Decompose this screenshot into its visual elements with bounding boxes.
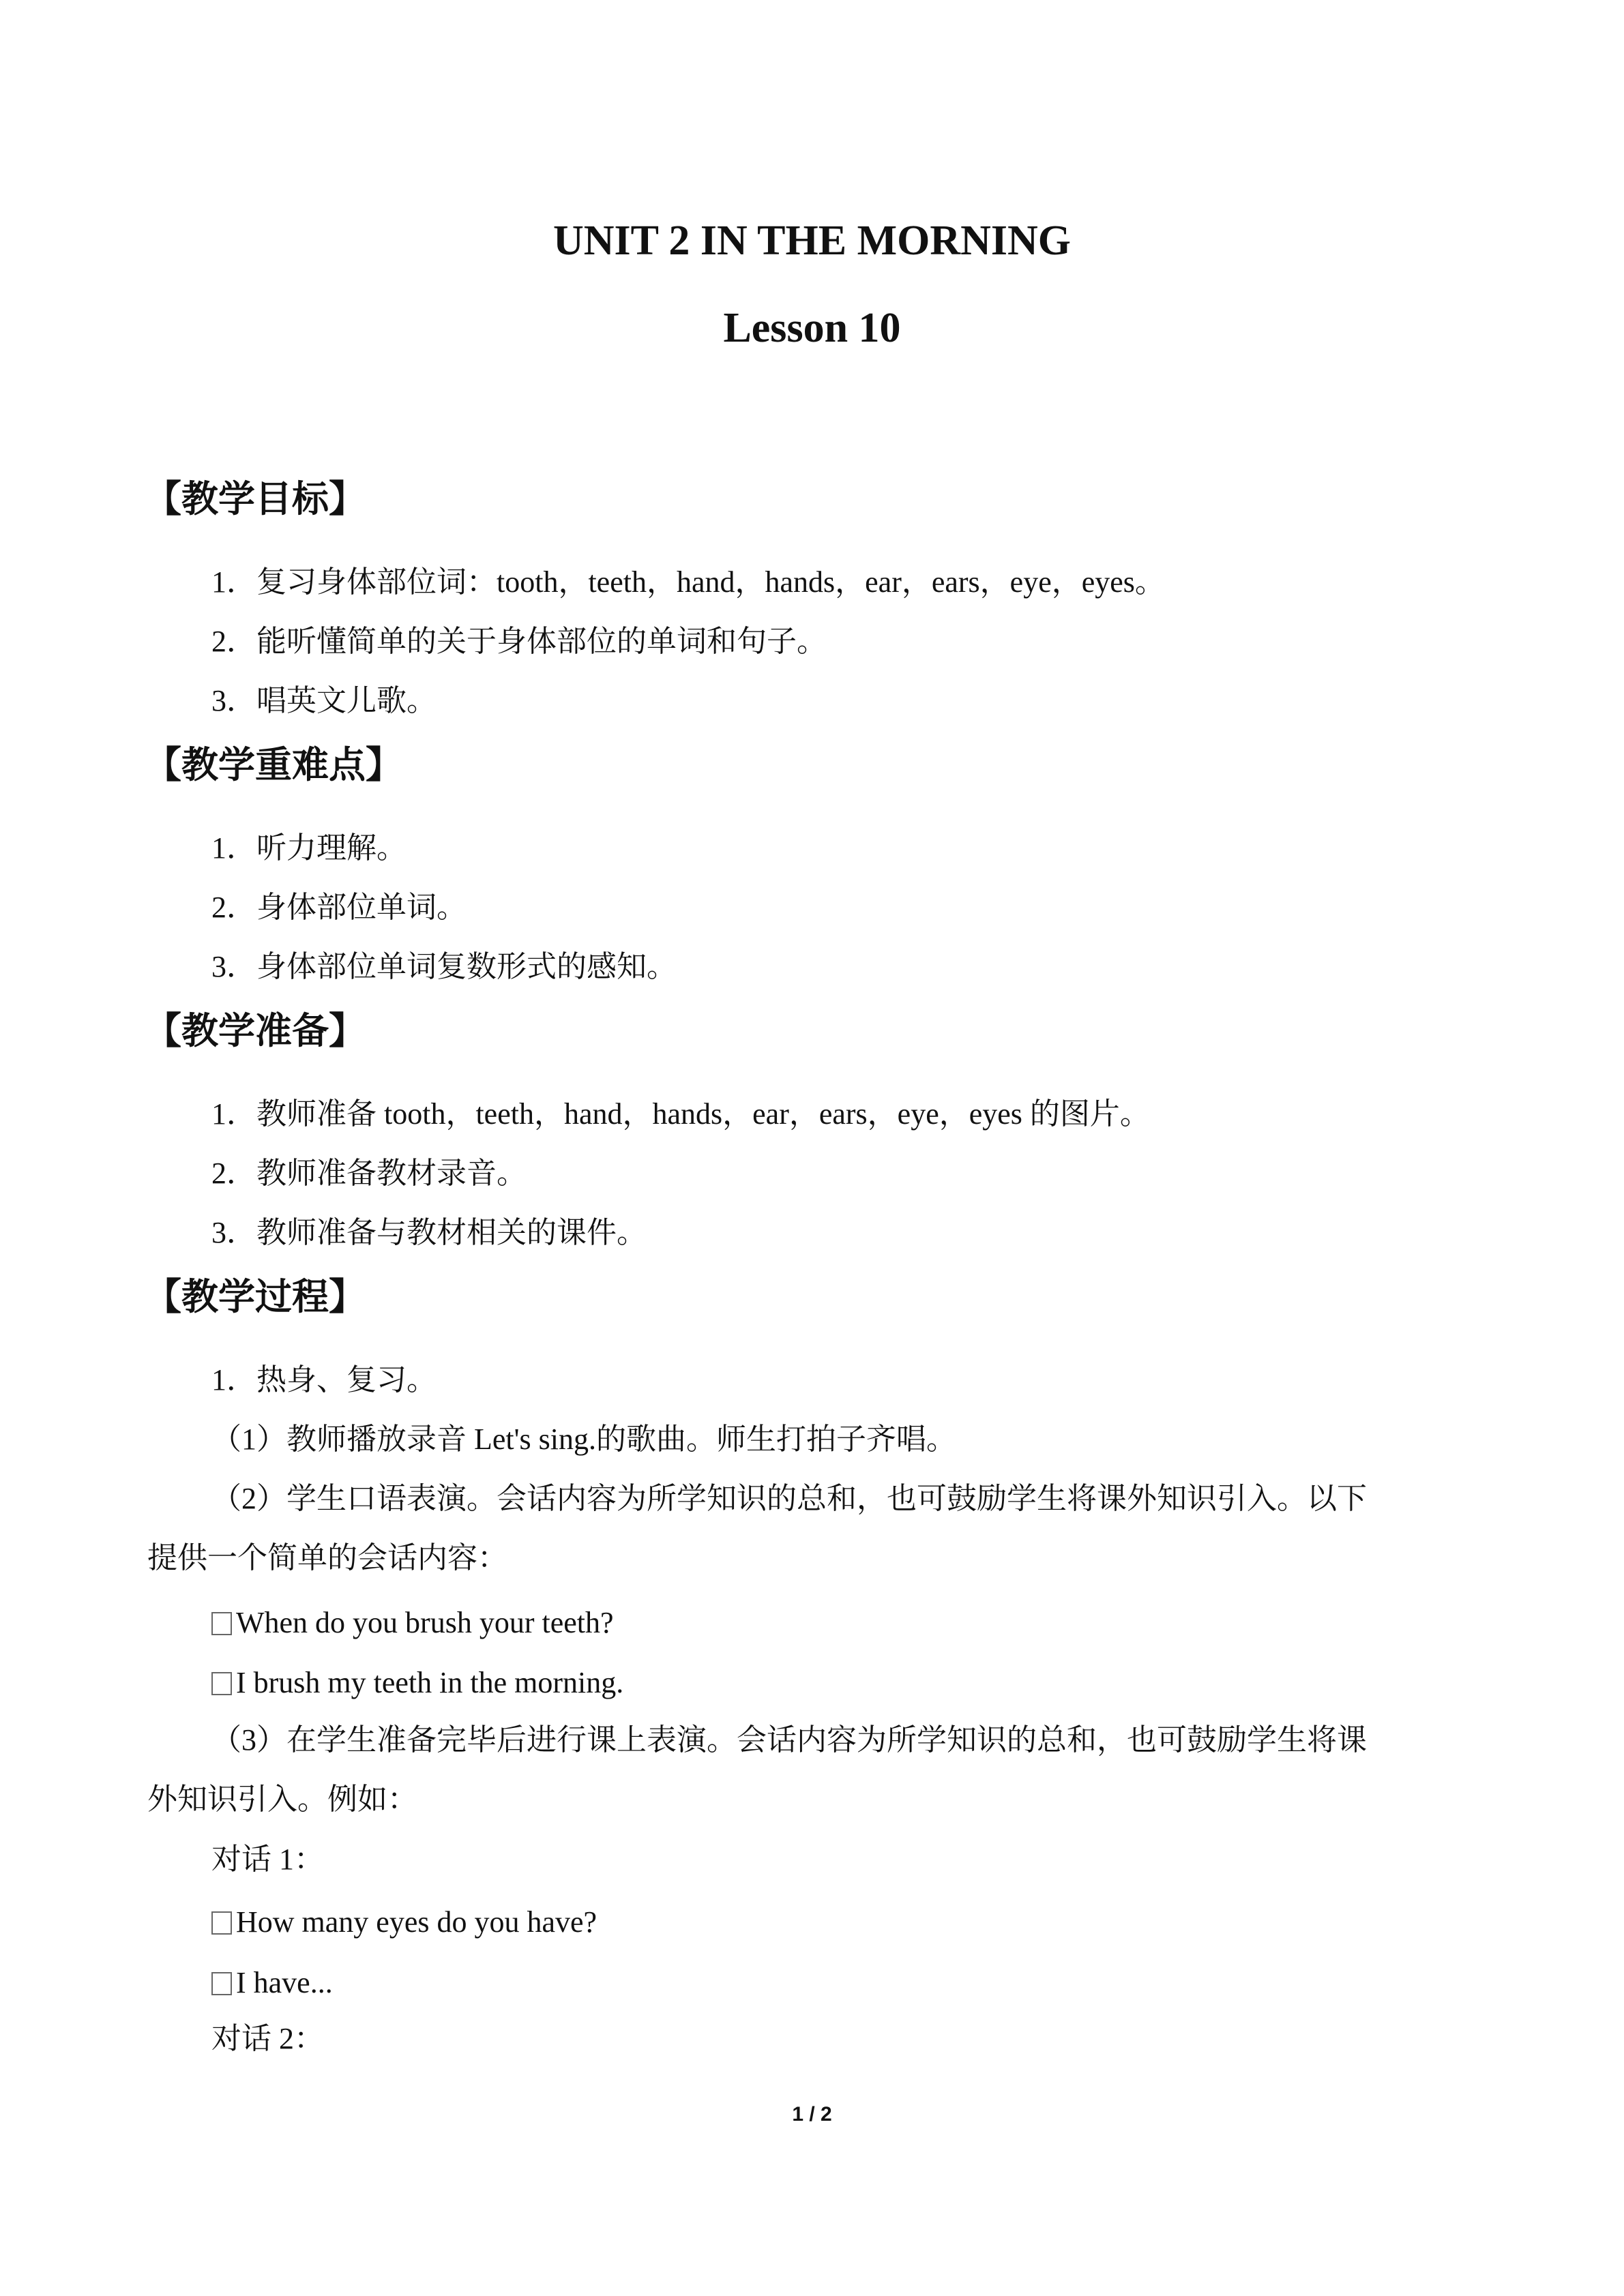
checkbox-glyph-icon <box>211 1612 232 1635</box>
process-paragraph: （3）在学生准备完毕后进行课上表演。会话内容为所学知识的总和，也可鼓励学生将课 <box>211 1723 1367 1757</box>
section-heading-objectives: 【教学目标】 <box>145 477 366 520</box>
objective-item: 1．复习身体部位词：tooth，teeth，hand，hands，ear，ears，eye，eyes。 <box>211 565 1165 599</box>
checkbox-glyph-icon <box>211 1911 232 1935</box>
objective-item: 2．能听懂简单的关于身体部位的单词和句子。 <box>211 625 827 658</box>
dialog-line-text: I have... <box>236 1966 333 1999</box>
document-subtitle: Lesson 10 <box>723 305 901 351</box>
process-paragraph: 提供一个简单的会话内容： <box>147 1541 507 1575</box>
preparation-item: 3．教师准备与教材相关的课件。 <box>211 1216 647 1249</box>
page-number: 1 / 2 <box>792 2103 832 2126</box>
dialog-label: 对话 1： <box>211 1843 324 1876</box>
section-heading-preparation: 【教学准备】 <box>145 1009 366 1052</box>
dialog-line-text: I brush my teeth in the morning. <box>236 1666 624 1699</box>
checkbox-glyph-icon <box>211 1672 232 1695</box>
objective-item: 3．唱英文儿歌。 <box>211 684 437 717</box>
section-heading-process: 【教学过程】 <box>145 1275 366 1318</box>
process-paragraph: 外知识引入。例如： <box>147 1783 417 1816</box>
dialog-line-text: When do you brush your teeth? <box>236 1606 614 1639</box>
key-point-item: 3．身体部位单词复数形式的感知。 <box>211 950 677 983</box>
process-step: 1．热身、复习。 <box>211 1363 437 1397</box>
preparation-item: 2．教师准备教材录音。 <box>211 1157 527 1190</box>
section-heading-key-points: 【教学重难点】 <box>145 743 402 786</box>
preparation-item: 1．教师准备 tooth，teeth，hand，hands，ear，ears，eye，eyes 的图片。 <box>211 1097 1150 1131</box>
dialog-line-text: How many eyes do you have? <box>236 1905 597 1939</box>
key-point-item: 2．身体部位单词。 <box>211 891 467 924</box>
checkbox-glyph-icon <box>211 1972 232 1995</box>
key-point-item: 1．听力理解。 <box>211 831 407 865</box>
dialog-line <box>211 1968 333 1998</box>
dialog-line <box>211 1668 623 1698</box>
dialog-line <box>211 1907 597 1937</box>
dialog-line <box>211 1608 614 1638</box>
document-title: UNIT 2 IN THE MORNING <box>552 218 1072 264</box>
process-paragraph: （2）学生口语表演。会话内容为所学知识的总和，也可鼓励学生将课外知识引入。以下 <box>211 1482 1367 1515</box>
dialog-label: 对话 2： <box>211 2022 324 2055</box>
process-paragraph: （1）教师播放录音 Let's sing.的歌曲。师生打拍子齐唱。 <box>211 1422 957 1456</box>
